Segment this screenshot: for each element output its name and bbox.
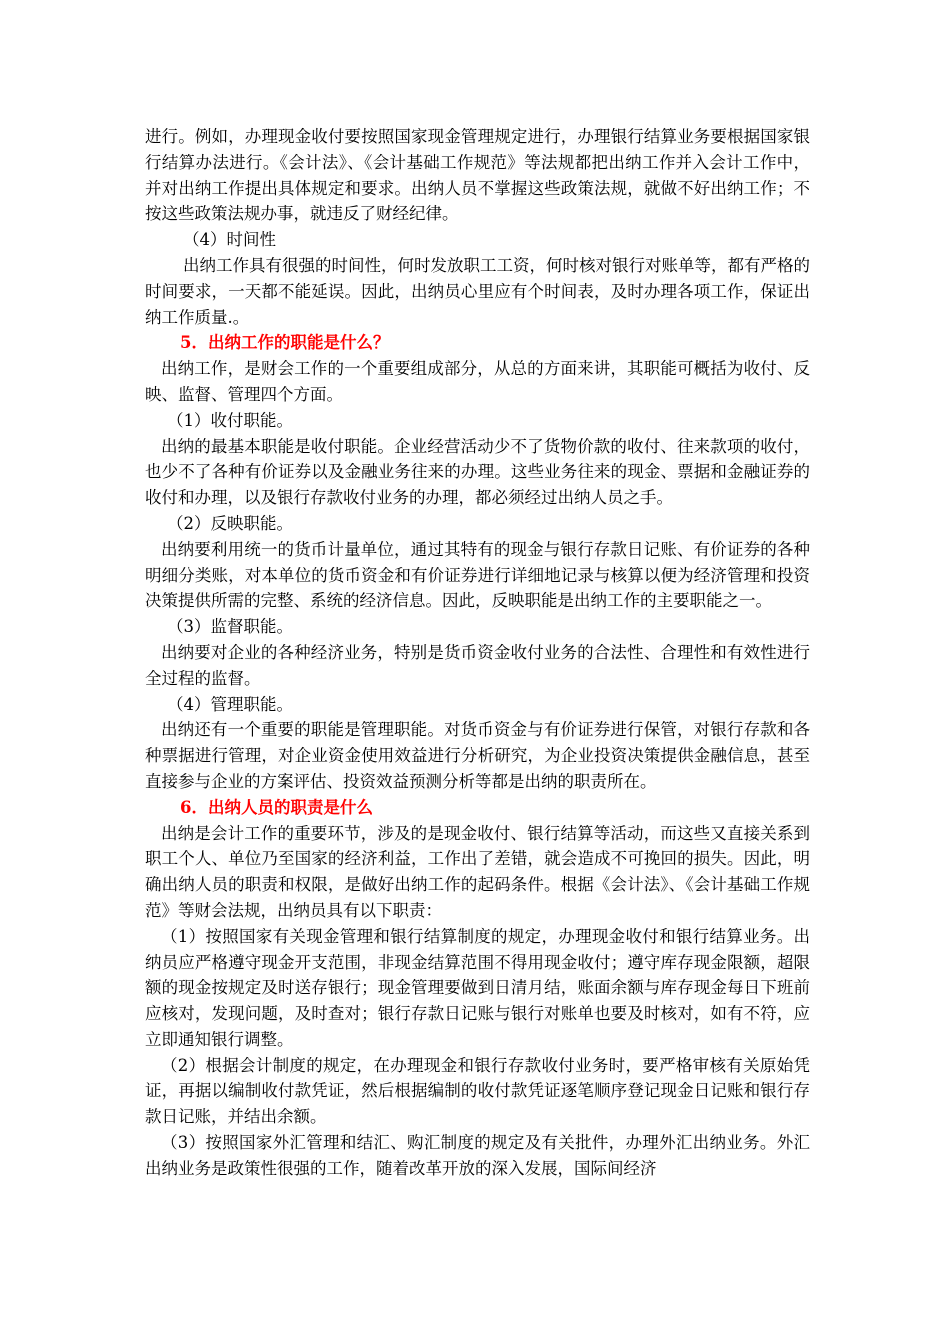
paragraph-supervision: 出纳要对企业的各种经济业务，特别是货币资金收付业务的合法性、合理性和有效性进行全过程的监督。 (145, 642, 810, 688)
paragraph-receipt-payment: 出纳的最基本职能是收付职能。企业经营活动少不了货物价款的收付、往来款项的收付，也少不了各种有价证券以及金融业务往来的办理。这些业务往来的现金、票据和金融证券的收付和办理，以及银行存款收付业务的办理，都必须经过出纳人员之手。 (145, 436, 810, 508)
subheading-receipt-payment: （1）收付职能。 (167, 410, 293, 430)
paragraph-regulations: 进行。例如，办理现金收付要按照国家现金管理规定进行，办理银行结算业务要根据国家银行结算办法进行。《会计法》、《会计基础工作规范》等法规都把出纳工作并入会计工作中，并对出纳工作提出具体规定和要求。出纳人员不掌握这些政策法规，就做不好出纳工作；不按这些政策法规办事，就违反了财经纪律。 (145, 127, 810, 224)
document-page (145, 124, 810, 1182)
paragraph-duty-2: （2）根据会计制度的规定，在办理现金和银行存款收付业务时，要严格审核有关原始凭证，再据以编制收付款凭证，然后根据编制的收付款凭证逐笔顺序登记现金日记账和银行存款日记账，并结出余额。 (145, 1055, 810, 1127)
paragraph-timeliness: 出纳工作具有很强的时间性，何时发放职工工资，何时核对银行对账单等，都有严格的时间要求，一天都不能延误。因此，出纳员心里应有个时间表，及时办理各项工作，保证出纳工作质量.。 (145, 255, 810, 327)
subheading-timeliness: （4）时间性 (183, 230, 276, 250)
paragraph-management: 出纳还有一个重要的职能是管理职能。对货币资金与有价证券进行保管，对银行存款和各种票据进行管理，对企业资金使用效益进行分析研究，为企业投资决策提供金融信息，甚至直接参与企业的方案评估、投资效益预测分析等都是出纳的职责所在。 (145, 720, 810, 791)
paragraph-functions-intro: 出纳工作，是财会工作的一个重要组成部分，从总的方面来讲，其职能可概括为收付、反映、监督、管理四个方面。 (145, 359, 810, 404)
section-heading-5: 5．出纳工作的职能是什么？ (180, 333, 390, 353)
paragraph-reflection: 出纳要利用统一的货币计量单位，通过其特有的现金与银行存款日记账、有价证券的各种明细分类账，对本单位的货币资金和有价证券进行详细地记录与核算以便为经济管理和投资决策提供所需的完整、系统的经济信息。因此，反映职能是出纳工作的主要职能之一。 (145, 539, 810, 611)
paragraph-duties-intro: 出纳是会计工作的重要环节，涉及的是现金收付、银行结算等活动，而这些又直接关系到职工个人、单位乃至国家的经济利益，工作出了差错，就会造成不可挽回的损失。因此，明确出纳人员的职责和权限，是做好出纳工作的起码条件。根据《会计法》、《会计基础工作规范》等财会法规，出纳员具有以下职责： (145, 823, 810, 920)
paragraph-duty-3: （3）按照国家外汇管理和结汇、购汇制度的规定及有关批件，办理外汇出纳业务。外汇出纳业务是政策性很强的工作，随着改革开放的深入发展，国际间经济 (145, 1133, 810, 1178)
section-heading-6: 6．出纳人员的职责是什么 (180, 797, 373, 817)
subheading-management: （4）管理职能。 (167, 694, 293, 714)
paragraph-duty-1: （1）按照国家有关现金管理和银行结算制度的规定，办理现金收付和银行结算业务。出纳员应严格遵守现金开支范围，非现金结算范围不得用现金收付；遵守库存现金限额，超限额的现金按规定及时送存银行；现金管理要做到日清月结，账面余额与库存现金每日下班前应核对，发现问题，及时查对；银行存款日记账与银行对账单也要及时核对，如有不符，应立即通知银行调整。 (145, 926, 810, 1049)
subheading-supervision: （3）监督职能。 (167, 617, 293, 637)
subheading-reflection: （2）反映职能。 (167, 513, 293, 533)
